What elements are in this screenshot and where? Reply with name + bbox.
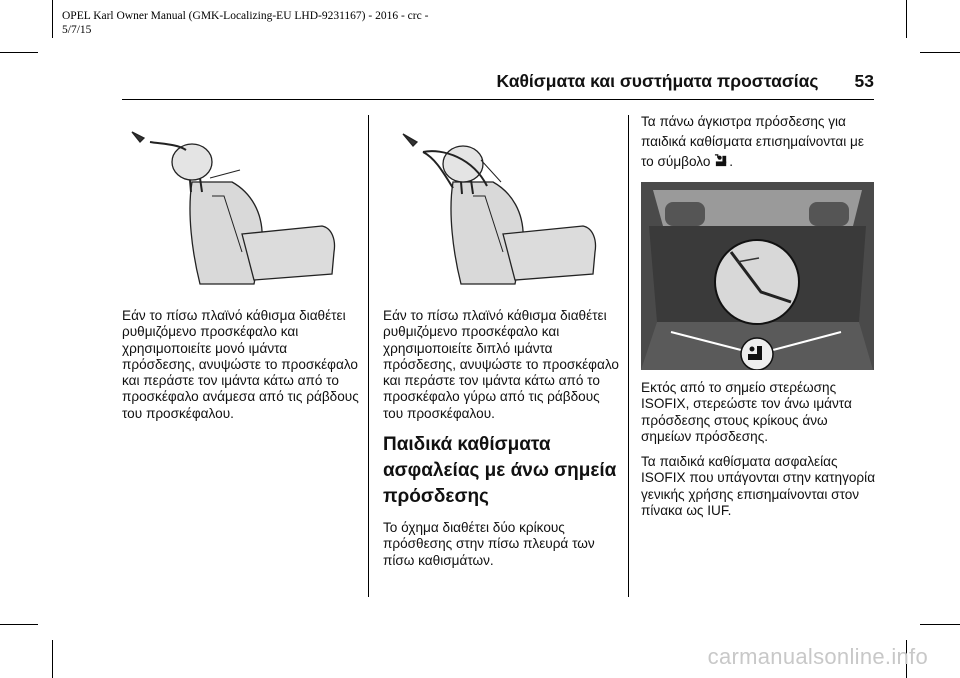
column-2 [383, 112, 623, 578]
info-paragraph: Εκτός από το σημείο στερέωσης ISOFIX, στερεώστε τον άνω ιμάντα πρόσδεσης στους κρίκους άνω σημείων πρόσδεσης. [641, 380, 852, 444]
crop-mark [0, 52, 38, 53]
intro-text: Τα πάνω άγκιστρα πρόσδεσης για παιδικά καθίσματα επισημαίνονται με το σύμβολο [641, 114, 864, 169]
column-divider [368, 115, 369, 597]
column-1 [122, 112, 362, 431]
section-title: Καθίσματα και συστήματα προστασίας [496, 71, 819, 91]
info-paragraph: Το όχημα διαθέτει δύο κρίκους πρόσθεσης στην πίσω πλευρά των πίσω καθισμάτων. [383, 520, 595, 568]
instruction-paragraph: Εάν το πίσω πλαϊνό κάθισμα διαθέτει ρυθμιζόμενο προσκέφαλο και χρησιμοποιείτε διπλό ιμάντα πρόσδεσης, ανυψώστε το προσκέφαλο και περάστε τον ιμάντα κάτω από το προσκέφαλο γύρω από τις ράβδους του προσκέφαλου. [383, 308, 619, 421]
header-divider [122, 99, 874, 100]
headrest-dual-tether-illustration [383, 112, 623, 302]
crop-mark [0, 624, 38, 625]
child-seat-anchor-symbol-icon [714, 153, 729, 168]
crop-mark [920, 52, 960, 53]
intro-paragraph [641, 112, 877, 172]
instruction-paragraph: Εάν το πίσω πλαϊνό κάθισμα διαθέτει ρυθμιζόμενο προσκέφαλο και χρησιμοποιείτε μονό ιμάντα πρόσδεσης, ανυψώστε το προσκέφαλο και περάστε τον ιμάντα κάτω από το προσκέφαλο ανάμεσα από τις ράβδους του προσκέφαλου. [122, 308, 359, 421]
page-header [122, 71, 874, 92]
info-paragraph: Τα παιδικά καθίσματα ασφαλείας ISOFIX που υπάγονται στην κατηγορία γενικής χρήσης επισημαίνονται στον πίνακα ως IUF. [641, 454, 876, 519]
document-meta-date: 5/7/15 [62, 24, 92, 36]
document-meta [62, 9, 492, 37]
crop-mark [906, 0, 907, 38]
section-heading: Παιδικά καθίσματα ασφαλείας με άνω σημεία πρόσδεσης [383, 434, 617, 508]
column-3 [641, 112, 877, 528]
rear-tether-anchor-photo [641, 182, 874, 370]
watermark [0, 644, 960, 670]
crop-mark [52, 0, 53, 38]
crop-mark [920, 624, 960, 625]
intro-end: . [729, 154, 734, 169]
page-number: 53 [854, 71, 874, 91]
document-meta-line: OPEL Karl Owner Manual (GMK-Localizing-EU LHD-9231167) - 2016 - crc - [62, 10, 429, 22]
watermark-text: carmanualsonline.info [707, 644, 928, 669]
headrest-single-tether-illustration [122, 112, 362, 302]
column-divider [628, 115, 629, 597]
